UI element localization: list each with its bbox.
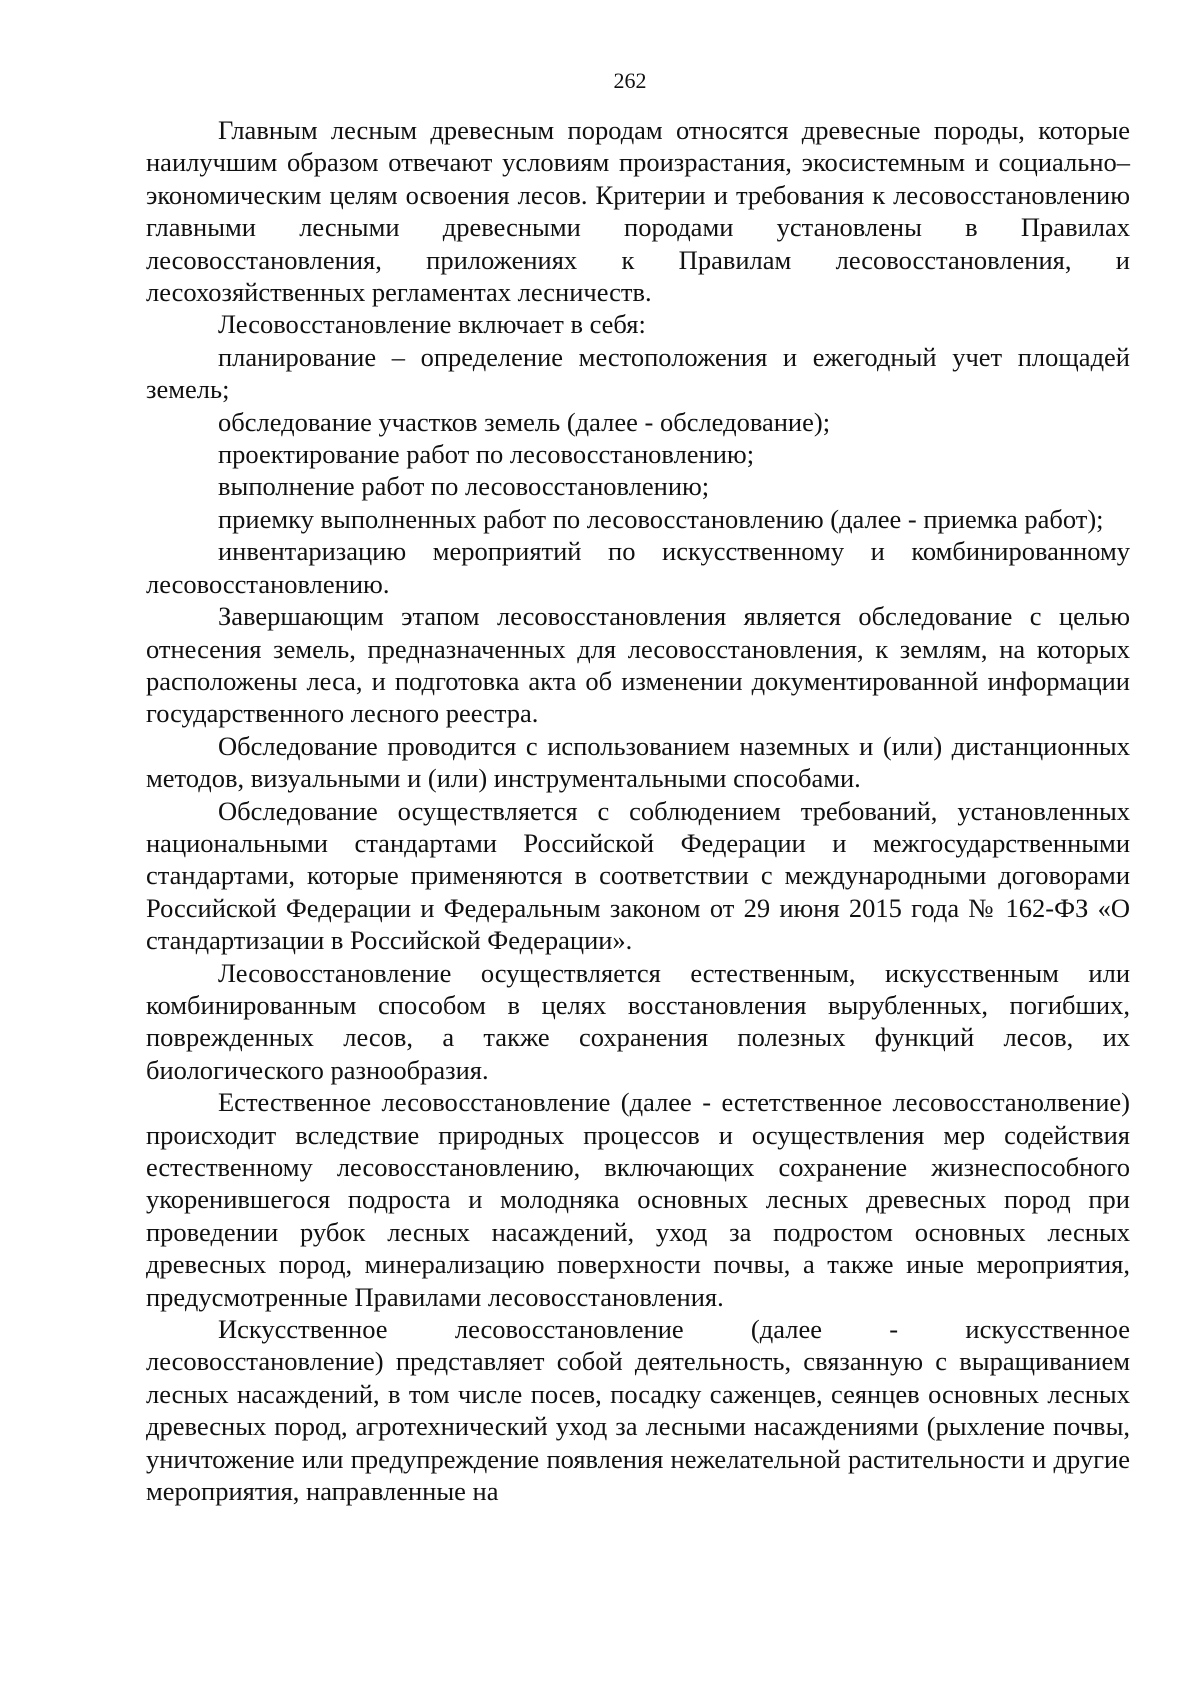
paragraph-survey-methods: Обследование проводится с использованием наземных и (или) дистанционных методов, визуальными и (или) инструментальными способами.: [146, 730, 1130, 794]
list-item-inventory: инвентаризацию мероприятий по искусственному и комбинированному лесовосстановлению.: [146, 536, 1130, 599]
paragraph-main-species: Главным лесным древесным породам относятся древесные породы, которые наилучшим образом отвечают условиям произрастания, экосистемным и социально–экономическим целям освоения лесов. Критерии и требования к лесовосстановлению главными лесными древесными породами установлены в Правилах лесовосстановления, приложениях к Правилам лесовосстановления, и лесохозяйственных регламентах лесничеств.: [146, 115, 1130, 308]
list-item-survey: обследование участков земель (далее - обследование);: [218, 406, 831, 437]
paragraph-survey-standards: Обследование осуществляется с соблюдением требований, установленных национальными стандартами Российской Федерации и межгосударственными стандартами, которые применяются в соответствии с международными договорами Российской Федерации и Федеральным законом от 29 июня 2015 года № 162-ФЗ «О стандартизации в Российской Федерации».: [146, 795, 1130, 956]
paragraph-natural-restoration: Естественное лесовосстановление (далее - естетственное лесовосстанолвение) происходит вследствие природных процессов и осуществления мер содействия естественному лесовосстановлению, включающих сохранение жизнеспособного укоренившегося подроста и молодняка основных лесных древесных пород при проведении рубок лесных насаждений, уход за подростом основных лесных древесных пород, минерализацию поверхности почвы, а также иные мероприятия, предусмотренные Правилами лесовосстановления.: [146, 1087, 1130, 1312]
document-body: [146, 114, 1130, 1507]
paragraph-includes-intro: Лесовосстановление включает в себя:: [218, 309, 646, 340]
list-item-acceptance: приемку выполненных работ по лесовосстановлению (далее - приемка работ);: [218, 503, 1104, 534]
paragraph-restoration-methods: Лесовосстановление осуществляется естественным, искусственным или комбинированным способом в целях восстановления вырубленных, погибших, поврежденных лесов, а также сохранения полезных функций лесов, их биологического разнообразия.: [146, 957, 1130, 1085]
paragraph-artificial-restoration: Искусственное лесовосстановление (далее - искусственное лесовосстановление) представляет собой деятельность, связанную с выращиванием лесных насаждений, в том числе посев, посадку саженцев, сеянцев основных лесных древесных пород, агротехнический уход за лесными насаждениями (рыхление почвы, уничтожение или предупреждение появления нежелательной растительности и другие мероприятия, направленные на: [146, 1314, 1130, 1507]
list-item-design: проектирование работ по лесовосстановлению;: [218, 439, 755, 470]
page-number: 262: [613, 68, 647, 93]
list-item-planning: планирование – определение местоположения и ежегодный учет площадей земель;: [146, 341, 1130, 405]
list-item-execution: выполнение работ по лесовосстановлению;: [218, 471, 710, 502]
paragraph-final-stage: Завершающим этапом лесовосстановления является обследование с целью отнесения земель, предназначенных для лесовосстановления, к землям, на которых расположены леса, и подготовка акта об изменении документированной информации государственного лесного реестра.: [146, 601, 1130, 729]
